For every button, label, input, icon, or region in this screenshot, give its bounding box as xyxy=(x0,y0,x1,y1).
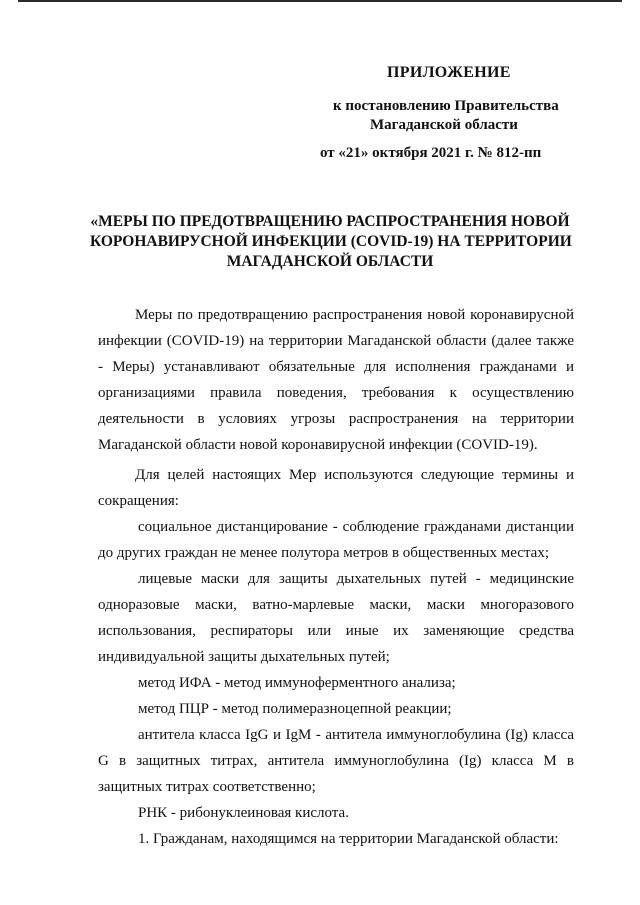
paragraph-term-ifa: метод ИФА - метод иммуноферментного анализа; xyxy=(138,675,456,691)
scan-top-edge xyxy=(18,0,622,2)
paragraph-term-rna: РНК - рибонуклеиновая кислота. xyxy=(138,805,349,821)
document-title-line-1: «МЕРЫ ПО ПРЕДОТВРАЩЕНИЮ РАСПРОСТРАНЕНИЯ НОВОЙ xyxy=(90,213,570,230)
appendix-reference-line-1: к постановлению Правительства xyxy=(333,98,559,114)
document-title-line-3: МАГАДАНСКОЙ ОБЛАСТИ xyxy=(226,253,434,270)
appendix-title: ПРИЛОЖЕНИЕ xyxy=(387,64,511,81)
appendix-date-number: от «21» октября 2021 г. № 812-пп xyxy=(320,145,542,161)
paragraph-measures-intro: Меры по предотвращению распространения новой коронавирусной инфекции (COVID-19) на территории Магаданской области (далее также - Меры) устанавливают обязательные для исполнения гражданами и организациями правила поведения, требования к осуществлению деятельности в условиях угрозы распространения на территории Магаданской области новой коронавирусной инфекции (COVID-19). xyxy=(98,307,574,453)
document-body xyxy=(98,302,574,852)
paragraph-term-social-distancing: социальное дистанцирование - соблюдение гражданами дистанции до других граждан не менее полутора метров в общественных местах; xyxy=(98,519,574,561)
paragraph-section-1-heading: 1. Гражданам, находящимся на территории Магаданской области: xyxy=(138,831,559,847)
paragraph-term-face-masks: лицевые маски для защиты дыхательных путей - медицинские одноразовые маски, ватно-марлевые маски, маски многоразового использования, респираторы или иные их заменяющие средства индивидуальной защиты дыхательных путей; xyxy=(98,571,574,665)
document-title-line-2: КОРОНАВИРУСНОЙ ИНФЕКЦИИ (COVID-19) НА ТЕРРИТОРИИ xyxy=(90,233,572,250)
appendix-reference-line-2: Магаданской области xyxy=(370,117,518,133)
paragraph-terms-intro: Для целей настоящих Мер используются следующие термины и сокращения: xyxy=(98,467,574,509)
document-title xyxy=(90,212,570,272)
paragraph-term-antibodies: антитела класса IgG и IgM - антитела иммуноглобулина (Ig) класса G в защитных титрах, антитела иммуноглобулина (Ig) класса М в защитных титрах соответственно; xyxy=(98,727,574,795)
paragraph-term-pcr: метод ПЦР - метод полимеразноцепной реакции; xyxy=(138,701,452,717)
